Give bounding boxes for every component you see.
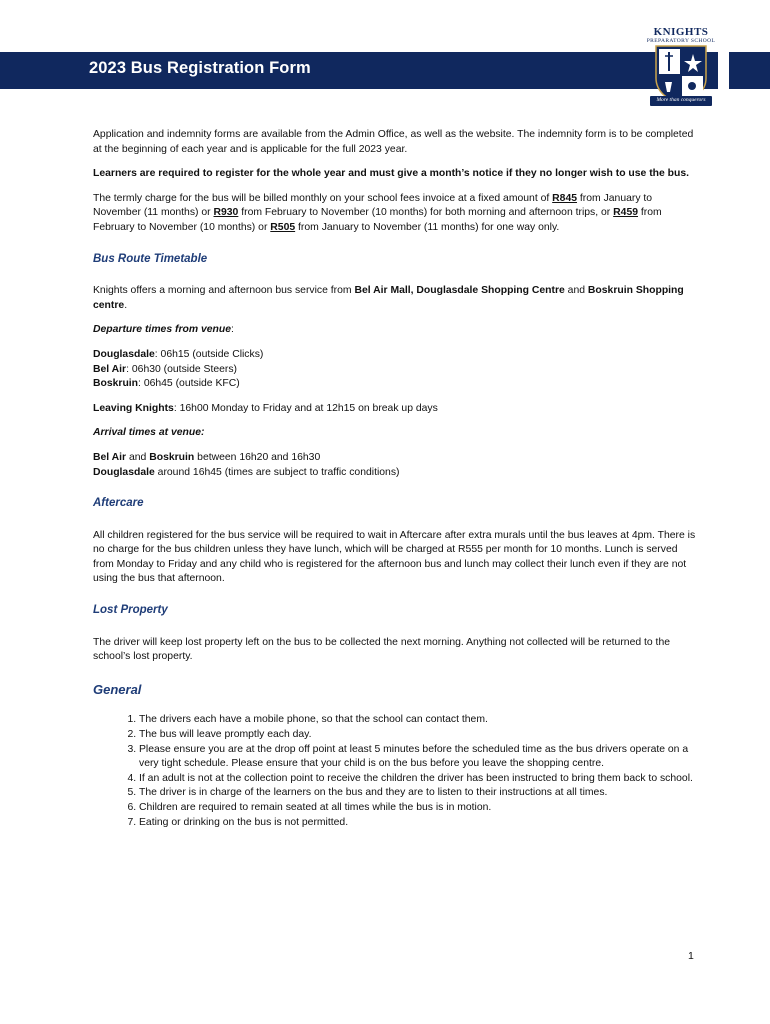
departure-time-boskruin: : 06h45 (outside KFC) <box>138 378 240 390</box>
list-item: 4. If an adult is not at the collection point to receive the children the driver has been instructed to bring them back to school. <box>139 772 699 787</box>
arrival-label <box>93 426 699 441</box>
title-banner-right <box>729 52 770 89</box>
arrival-venue-douglasdale: Douglasdale <box>93 466 155 478</box>
fee-amount-4: R505 <box>270 221 296 233</box>
arrival-list <box>93 451 699 480</box>
fee-text-c: from February to November (10 months) for both morning and afternoon trips, or <box>238 207 614 219</box>
heading-general: General <box>93 681 142 697</box>
logo-name: KNIGHTS <box>653 26 709 38</box>
heading-lost-property: Lost Property <box>93 604 168 617</box>
departure-list <box>93 348 699 392</box>
leaving-time: : 16h00 Monday to Friday and at 12h15 on break up days <box>173 402 438 414</box>
fee-amount-3: R459 <box>613 207 638 219</box>
fee-text-a: The termly charge for the bus will be billed monthly on your school fees invoice at a fixed amount of <box>93 192 553 204</box>
list-item: 3. Please ensure you are at the drop off point at least 5 minutes before the scheduled time as the bus drivers operate on a very tight schedule. Please ensure that your child is on the bus before you leave the shopping centre. <box>139 743 699 772</box>
route-venue-2: Boskruin Shopping centre <box>93 285 684 311</box>
intro-paragraph-3 <box>93 192 699 236</box>
fee-amount-1: R845 <box>552 192 578 204</box>
intro-paragraph-2 <box>93 167 699 182</box>
leaving-knights <box>93 402 699 417</box>
arrival-venue-bel-air: Bel Air <box>93 451 127 463</box>
school-logo <box>638 26 724 110</box>
route-text-a: Knights offers a morning and afternoon bus service from <box>93 285 355 297</box>
document-body <box>93 128 699 830</box>
leaving-label: Leaving Knights <box>93 402 174 414</box>
departure-time-douglasdale: : 06h15 (outside Clicks) <box>154 348 264 360</box>
list-item: 1. The drivers each have a mobile phone, so that the school can contact them. <box>139 713 699 728</box>
fee-text-e: from January to November (11 months) for one way only. <box>295 221 560 233</box>
logo-motto: More than conquerors <box>656 97 706 103</box>
heading-aftercare: Aftercare <box>93 497 144 510</box>
route-paragraph <box>93 284 699 313</box>
arrival-label-text: Arrival times at venue: <box>93 427 205 439</box>
departure-colon: : <box>231 324 234 336</box>
arrival-time-2: around 16h45 (times are subject to traffic conditions) <box>154 466 400 478</box>
list-item: 7. Eating or drinking on the bus is not permitted. <box>139 816 699 831</box>
logo-subtitle: PREPARATORY SCHOOL <box>646 38 716 44</box>
departure-time-bel-air: : 06h30 (outside Steers) <box>126 363 238 375</box>
fee-text-b: from January to November (11 months) or <box>93 192 653 219</box>
page-title: 2023 Bus Registration Form <box>89 59 311 77</box>
route-text-e: . <box>124 299 128 311</box>
departure-venue-bel-air: Bel Air <box>93 363 127 375</box>
notice-text: Learners are required to register for the whole year and must give a month’s notice if they no longer wish to use the bus. <box>93 168 690 180</box>
route-text-c: and <box>564 285 588 297</box>
departure-label <box>93 323 699 338</box>
departure-label-text: Departure times from venue <box>93 324 232 336</box>
fee-amount-2: R930 <box>213 207 239 219</box>
aftercare-paragraph: All children registered for the bus service will be required to wait in Aftercare after extra murals until the bus leaves at 4pm. There is no charge for the bus children unless they have lunch, which will be charged at R555 per month for 10 months. Lunch is served from Monday to Friday and any child who is registered for the afternoon bus and lunch may collect their lunch even if they are not using the bus that afternoon. <box>93 529 696 585</box>
departure-venue-boskruin: Boskruin <box>93 378 139 390</box>
intro-paragraph-1: Application and indemnity forms are available from the Admin Office, as well as the website. The indemnity form is to be completed at the beginning of each year and is applicable for the full 2023 year. <box>93 129 694 155</box>
heading-bus-route: Bus Route Timetable <box>93 252 208 265</box>
departure-venue-douglasdale: Douglasdale <box>93 348 155 360</box>
lost-property-paragraph: The driver will keep lost property left on the bus to be collected the next morning. Anything not collected will be returned to the school’s lost property. <box>93 636 671 663</box>
page-number: 1 <box>688 950 694 962</box>
fee-text-d: from February to November (10 months) or <box>93 207 662 233</box>
arrival-venue-boskruin: Boskruin <box>149 451 195 463</box>
route-venues-1: Bel Air Mall, Douglasdale Shopping Centre <box>354 285 565 297</box>
general-rules-list <box>93 713 699 830</box>
list-item: 2. The bus will leave promptly each day. <box>139 728 699 743</box>
list-item: 5. The driver is in charge of the learners on the bus and they are to listen to their instructions at all times. <box>139 786 699 801</box>
arrival-time-1: between 16h20 and 16h30 <box>194 451 321 463</box>
arrival-and: and <box>126 451 150 463</box>
list-item: 6. Children are required to remain seated at all times while the bus is in motion. <box>139 801 699 816</box>
